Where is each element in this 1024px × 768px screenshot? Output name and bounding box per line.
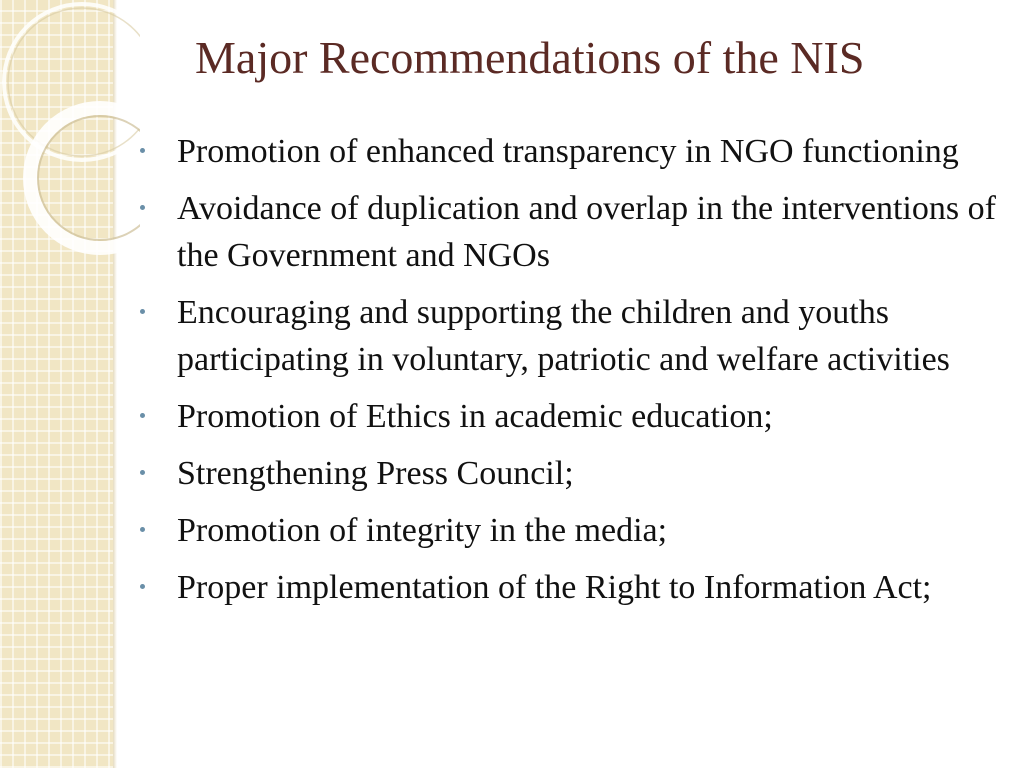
list-item-text: Promotion of integrity in the media;: [177, 512, 668, 549]
list-item-text: Avoidance of duplication and overlap in the interventions of the Government and NGOs: [177, 190, 996, 274]
bullet-dot-icon: [140, 413, 145, 418]
decorative-rings: [0, 0, 140, 260]
list-item: [140, 393, 1000, 440]
bullet-dot-icon: [140, 148, 145, 153]
bullet-dot-icon: [140, 309, 145, 314]
list-item: [140, 450, 1000, 497]
list-item-text: Encouraging and supporting the children and youths participating in voluntary, patriotic and welfare activities: [177, 294, 950, 378]
deco-ring-inner: [30, 108, 140, 248]
list-item: [140, 289, 1000, 383]
deco-ring-outer-shadow: [8, 8, 140, 156]
list-item: [140, 128, 1000, 175]
deco-ring-outer: [4, 4, 140, 160]
bullet-dot-icon: [140, 527, 145, 532]
bullet-dot-icon: [140, 470, 145, 475]
bullet-dot-icon: [140, 205, 145, 210]
list-item: [140, 564, 1000, 611]
list-item-text: Promotion of Ethics in academic education;: [177, 398, 773, 435]
list-item: [140, 507, 1000, 554]
slide-title: Major Recommendations of the NIS: [195, 32, 865, 83]
list-item-text: Proper implementation of the Right to Information Act;: [177, 569, 932, 606]
list-item-text: Promotion of enhanced transparency in NGO functioning: [177, 133, 959, 170]
bullet-dot-icon: [140, 584, 145, 589]
list-item-text: Strengthening Press Council;: [177, 455, 574, 492]
bullet-list: [140, 128, 1000, 621]
list-item: [140, 185, 1000, 279]
